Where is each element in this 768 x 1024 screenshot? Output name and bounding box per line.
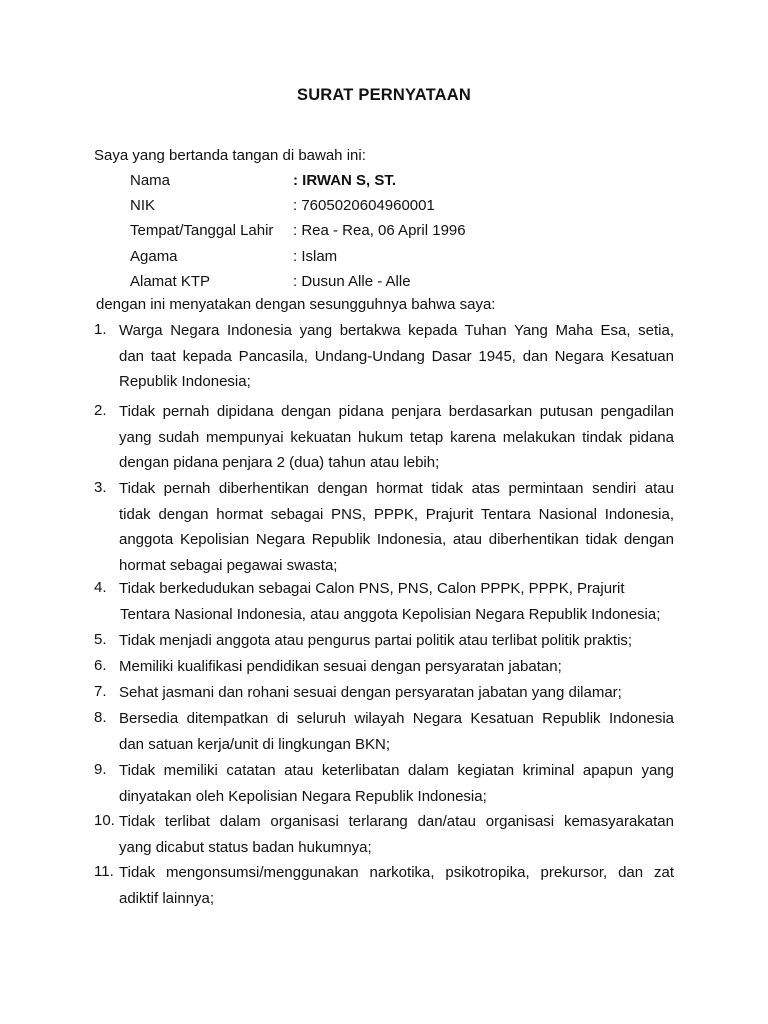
document-title: SURAT PERNYATAAN: [296, 86, 472, 104]
list-item-number: 7.: [94, 683, 107, 700]
list-item-line: Bersedia ditempatkan di seluruh wilayah Negara Kesatuan Republik Indonesia: [119, 710, 674, 727]
list-item-line: Tidak pernah diberhentikan dengan hormat tidak atas permintaan sendiri atau: [119, 480, 674, 497]
field-value: : 7605020604960001: [293, 197, 435, 214]
intro-text: Saya yang bertanda tangan di bawah ini:: [94, 147, 366, 164]
list-item-line: Tidak mengonsumsi/menggunakan narkotika, psikotropika, prekursor, dan zat: [119, 864, 674, 881]
list-item-line: adiktif lainnya;: [119, 889, 215, 907]
list-item: [94, 476, 674, 578]
list-item-line: Tidak menjadi anggota atau pengurus partai politik atau terlibat politik praktis;: [119, 632, 633, 649]
list-item-number: 9.: [94, 761, 107, 778]
list-item-text: [119, 628, 674, 654]
list-item-number: 5.: [94, 631, 107, 648]
statement-text: dengan ini menyatakan dengan sesungguhnya bahwa saya:: [96, 296, 496, 313]
list-item: [94, 809, 674, 860]
list-item-text: [119, 399, 674, 476]
list-item-text: [119, 706, 674, 757]
list-item-line: dengan pidana penjara 2 (dua) tahun atau lebih;: [119, 454, 440, 471]
field-value: : Rea - Rea, 06 April 1996: [293, 222, 466, 239]
list-item-line: yang sudah mempunyai kekuatan hukum tetap karena melakukan tindak pidana: [119, 428, 674, 446]
list-item: [94, 706, 674, 757]
list-item-line: anggota Kepolisian Negara Republik Indonesia, atau diberhentikan tidak dengan: [119, 531, 674, 548]
list-item: [94, 758, 674, 809]
field-label: NIK: [130, 197, 156, 214]
field-value: : Dusun Alle - Alle: [293, 273, 411, 290]
list-item-number: 4.: [94, 579, 107, 596]
list-item-line: dan satuan kerja/unit di lingkungan BKN;: [119, 735, 391, 753]
list-item-number: 6.: [94, 657, 107, 674]
field-label: Tempat/Tanggal Lahir: [130, 222, 274, 239]
list-item: [94, 654, 674, 680]
list-item-line: Tentara Nasional Indonesia, atau anggota Kepolisian Negara Republik Indonesia;: [120, 605, 661, 623]
list-item-line: Warga Negara Indonesia yang bertakwa kepada Tuhan Yang Maha Esa, setia,: [119, 322, 674, 339]
list-item-text: [119, 654, 674, 680]
list-item-line: Tidak memiliki catatan atau keterlibatan dalam kegiatan kriminal apapun yang: [119, 762, 674, 779]
field-value: : IRWAN S, ST.: [293, 172, 397, 189]
list-item: [94, 680, 674, 706]
list-item: [94, 860, 674, 911]
field-label: Agama: [130, 248, 178, 265]
list-item-text: [119, 860, 674, 911]
list-item: [94, 318, 674, 395]
list-item-line: Republik Indonesia;: [119, 373, 251, 390]
list-item-number: 8.: [94, 709, 107, 726]
list-item-line: dinyatakan oleh Kepolisian Negara Republik Indonesia;: [119, 787, 487, 805]
list-item-line: hormat sebagai pegawai swasta;: [119, 556, 338, 574]
list-item-text: [119, 318, 674, 395]
list-item-number: 1.: [94, 321, 107, 338]
list-item-number: 3.: [94, 479, 107, 496]
list-item-text: [119, 680, 674, 706]
list-item: [94, 399, 674, 476]
list-item-text: [119, 809, 674, 860]
list-item-line: tidak dengan hormat sebagai PNS, PPPK, Prajurit Tentara Nasional Indonesia,: [119, 505, 674, 523]
list-item-line: Tidak terlibat dalam organisasi terlarang dan/atau organisasi kemasyarakatan: [119, 813, 674, 830]
list-item-line: yang dicabut status badan hukumnya;: [119, 838, 372, 856]
list-item-line: Sehat jasmani dan rohani sesuai dengan persyaratan jabatan yang dilamar;: [119, 684, 622, 701]
field-label: Nama: [130, 172, 171, 189]
list-item-text: [119, 476, 674, 578]
field-label: Alamat KTP: [130, 273, 211, 290]
list-item-line: dan taat kepada Pancasila, Undang-Undang Dasar 1945, dan Negara Kesatuan: [119, 347, 674, 365]
list-item-number: 2.: [94, 402, 107, 419]
list-item-line: Memiliki kualifikasi pendidikan sesuai dengan persyaratan jabatan;: [119, 658, 562, 675]
list-item-number: 10.: [94, 812, 115, 829]
field-value: : Islam: [293, 248, 338, 265]
list-item-text: [119, 576, 674, 627]
list-item: [94, 628, 674, 654]
list-item-line: Tidak berkedudukan sebagai Calon PNS, PNS, Calon PPPK, PPPK, Prajurit: [119, 580, 625, 597]
list-item: [94, 576, 674, 627]
list-item-text: [119, 758, 674, 809]
list-item-line: Tidak pernah dipidana dengan pidana penjara berdasarkan putusan pengadilan: [119, 403, 674, 420]
list-item-number: 11.: [94, 863, 114, 880]
